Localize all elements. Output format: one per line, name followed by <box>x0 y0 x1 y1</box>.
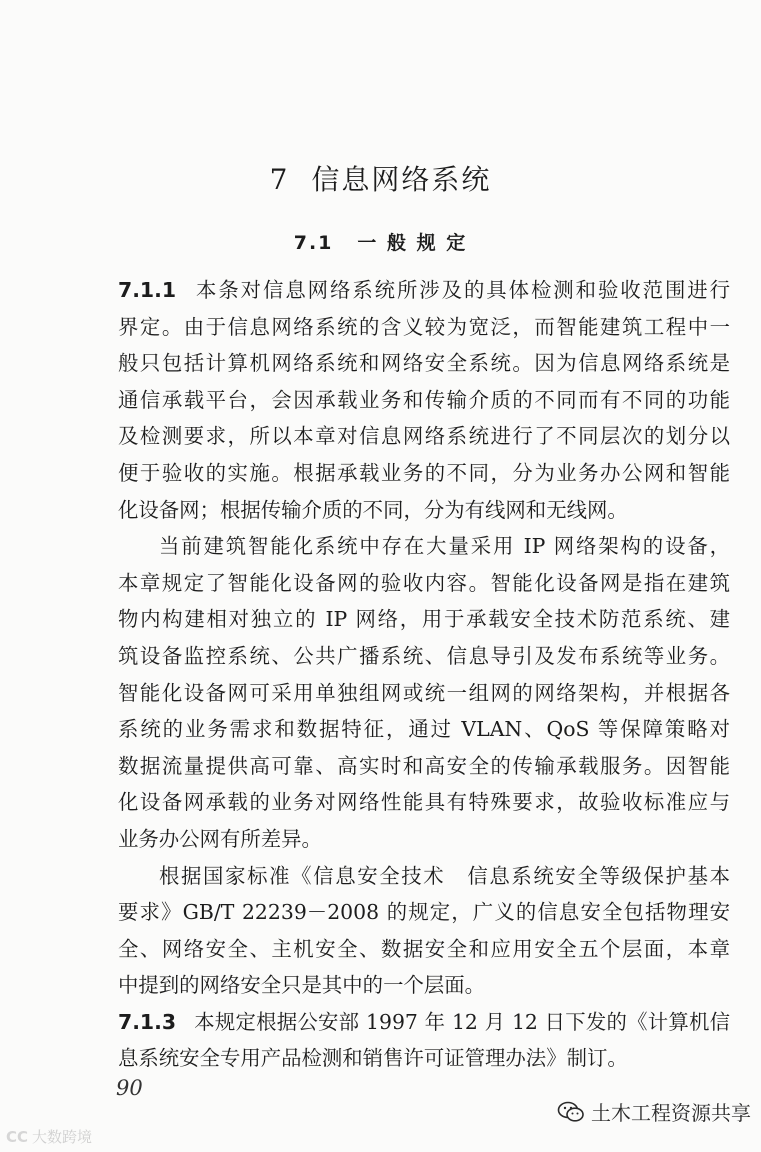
text-line: 业务办公网有所差异。 <box>118 826 322 851</box>
text-line: 通信承载平台，会因承载业务和传输介质的不同而有不同的功能 <box>118 387 730 412</box>
clause-number: 7.1.1 <box>118 278 177 302</box>
text-line: 全、网络安全、主机安全、数据安全和应用安全五个层面，本章 <box>118 936 730 961</box>
text-line: 化设备网承载的业务对网络性能具有特殊要求，故验收标准应与 <box>118 790 730 815</box>
chapter-heading <box>0 158 761 198</box>
section-title: 一 般 规 定 <box>357 232 468 254</box>
text-line: 根据国家标准《信息安全技术 信息系统安全等级保护基本 <box>159 863 730 888</box>
text-line: 本章规定了智能化设备网的验收内容。智能化设备网是指在建筑 <box>118 570 730 595</box>
text-line: 界定。由于信息网络系统的含义较为宽泛，而智能建筑工程中一 <box>118 314 730 339</box>
brand-watermark-text: 大数跨境 <box>32 1128 93 1146</box>
wechat-watermark <box>557 1097 751 1126</box>
text-line: 般只包括计算机网络系统和网络安全系统。因为信息网络系统是 <box>118 351 730 376</box>
chapter-number: 7 <box>269 163 290 196</box>
brand-watermark <box>6 1126 92 1147</box>
text-line: 物内构建相对独立的 IP 网络，用于承载安全技术防范系统、建 <box>118 607 730 632</box>
text-line: 及检测要求，所以本章对信息网络系统进行了不同层次的划分以 <box>118 424 730 449</box>
text-line: 要求》GB/T 22239－2008 的规定，广义的信息安全包括物理安 <box>118 900 730 925</box>
text-line: 系统的业务需求和数据特征，通过 VLAN、QoS 等保障策略对 <box>118 717 730 742</box>
text-line: 数据流量提供高可靠、高实时和高安全的传输承载服务。因智能 <box>118 753 730 778</box>
text-line: 筑设备监控系统、公共广播系统、信息导引及发布系统等业务。 <box>118 643 730 668</box>
chapter-title: 信息网络系统 <box>311 163 492 196</box>
text-line: 息系统安全专用产品检测和销售许可证管理办法》制订。 <box>118 1046 628 1071</box>
brand-logo: CC <box>6 1127 29 1146</box>
section-number: 7.1 <box>293 232 334 254</box>
watermark-text: 土木工程资源共享 <box>591 1101 751 1125</box>
text-line: 智能化设备网可采用单独组网或统一组网的网络架构，并根据各 <box>118 680 730 705</box>
clause-number: 7.1.3 <box>118 1009 177 1034</box>
text-line: 7.1.3 本规定根据公安部 1997 年 12 月 12 日下发的《计算机信 <box>118 1009 730 1034</box>
text-line: 化设备网；根据传输介质的不同，分为有线网和无线网。 <box>118 497 628 522</box>
text-line: 当前建筑智能化系统中存在大量采用 IP 网络架构的设备， <box>159 534 730 559</box>
text-line: 中提到的网络安全只是其中的一个层面。 <box>118 973 486 998</box>
section-heading <box>0 228 761 255</box>
body-text <box>118 272 730 1077</box>
text-line: 便于验收的实施。根据承载业务的不同，分为业务办公网和智能 <box>118 460 730 485</box>
text-line: 7.1.1 本条对信息网络系统所涉及的具体检测和验收范围进行 <box>118 278 730 302</box>
page-number: 90 <box>116 1076 143 1100</box>
wechat-icon <box>557 1101 585 1123</box>
